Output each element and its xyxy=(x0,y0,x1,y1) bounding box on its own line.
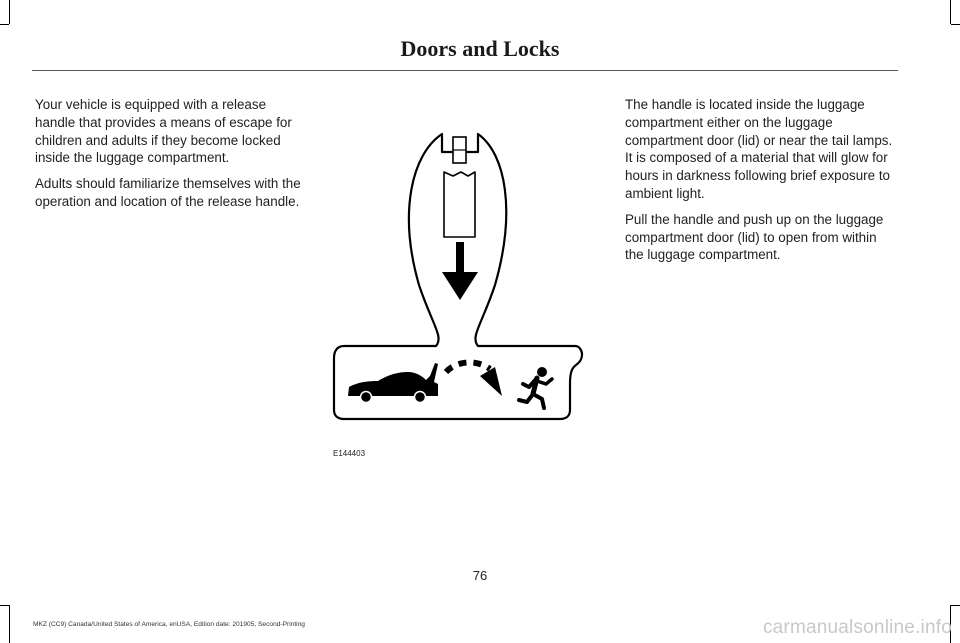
crop-mark-top-left-h xyxy=(0,24,9,25)
left-column xyxy=(35,96,303,219)
header-rule xyxy=(32,70,898,71)
paragraph: Pull the handle and push up on the luggage compartment door (lid) to open from within the luggage compartment. xyxy=(625,211,884,263)
right-column xyxy=(625,96,897,272)
crop-mark-top-left-v xyxy=(9,0,10,24)
release-handle-illustration xyxy=(330,132,590,427)
release-handle-figure xyxy=(330,132,590,427)
crop-mark-bottom-left-v xyxy=(9,605,10,643)
crop-mark-bottom-right-h xyxy=(951,605,960,606)
crop-mark-top-right-h xyxy=(951,24,960,25)
edition-footer: MKZ (CC9) Canada/United States of America, enUSA, Edition date: 201905, Second-Printing xyxy=(33,621,305,628)
watermark: carmanualsonline.info xyxy=(762,617,952,638)
crop-mark-top-right-v xyxy=(950,0,951,24)
figure-id: E144403 xyxy=(333,449,366,458)
paragraph: The handle is located inside the luggage compartment either on the luggage compartment door (lid) or near the tail lamps. It is composed of a material that will glow for hours in darkness following brief exposure to ambient light. xyxy=(625,97,893,201)
paragraph: Your vehicle is equipped with a release handle that provides a means of escape for children and adults if they become locked inside the luggage compartment. xyxy=(35,97,292,166)
page-number: 76 xyxy=(472,568,488,583)
paragraph: Adults should familiarize themselves with the operation and location of the release handle. xyxy=(35,176,301,209)
page-title: Doors and Locks xyxy=(400,36,560,61)
crop-mark-bottom-left-h xyxy=(0,605,9,606)
